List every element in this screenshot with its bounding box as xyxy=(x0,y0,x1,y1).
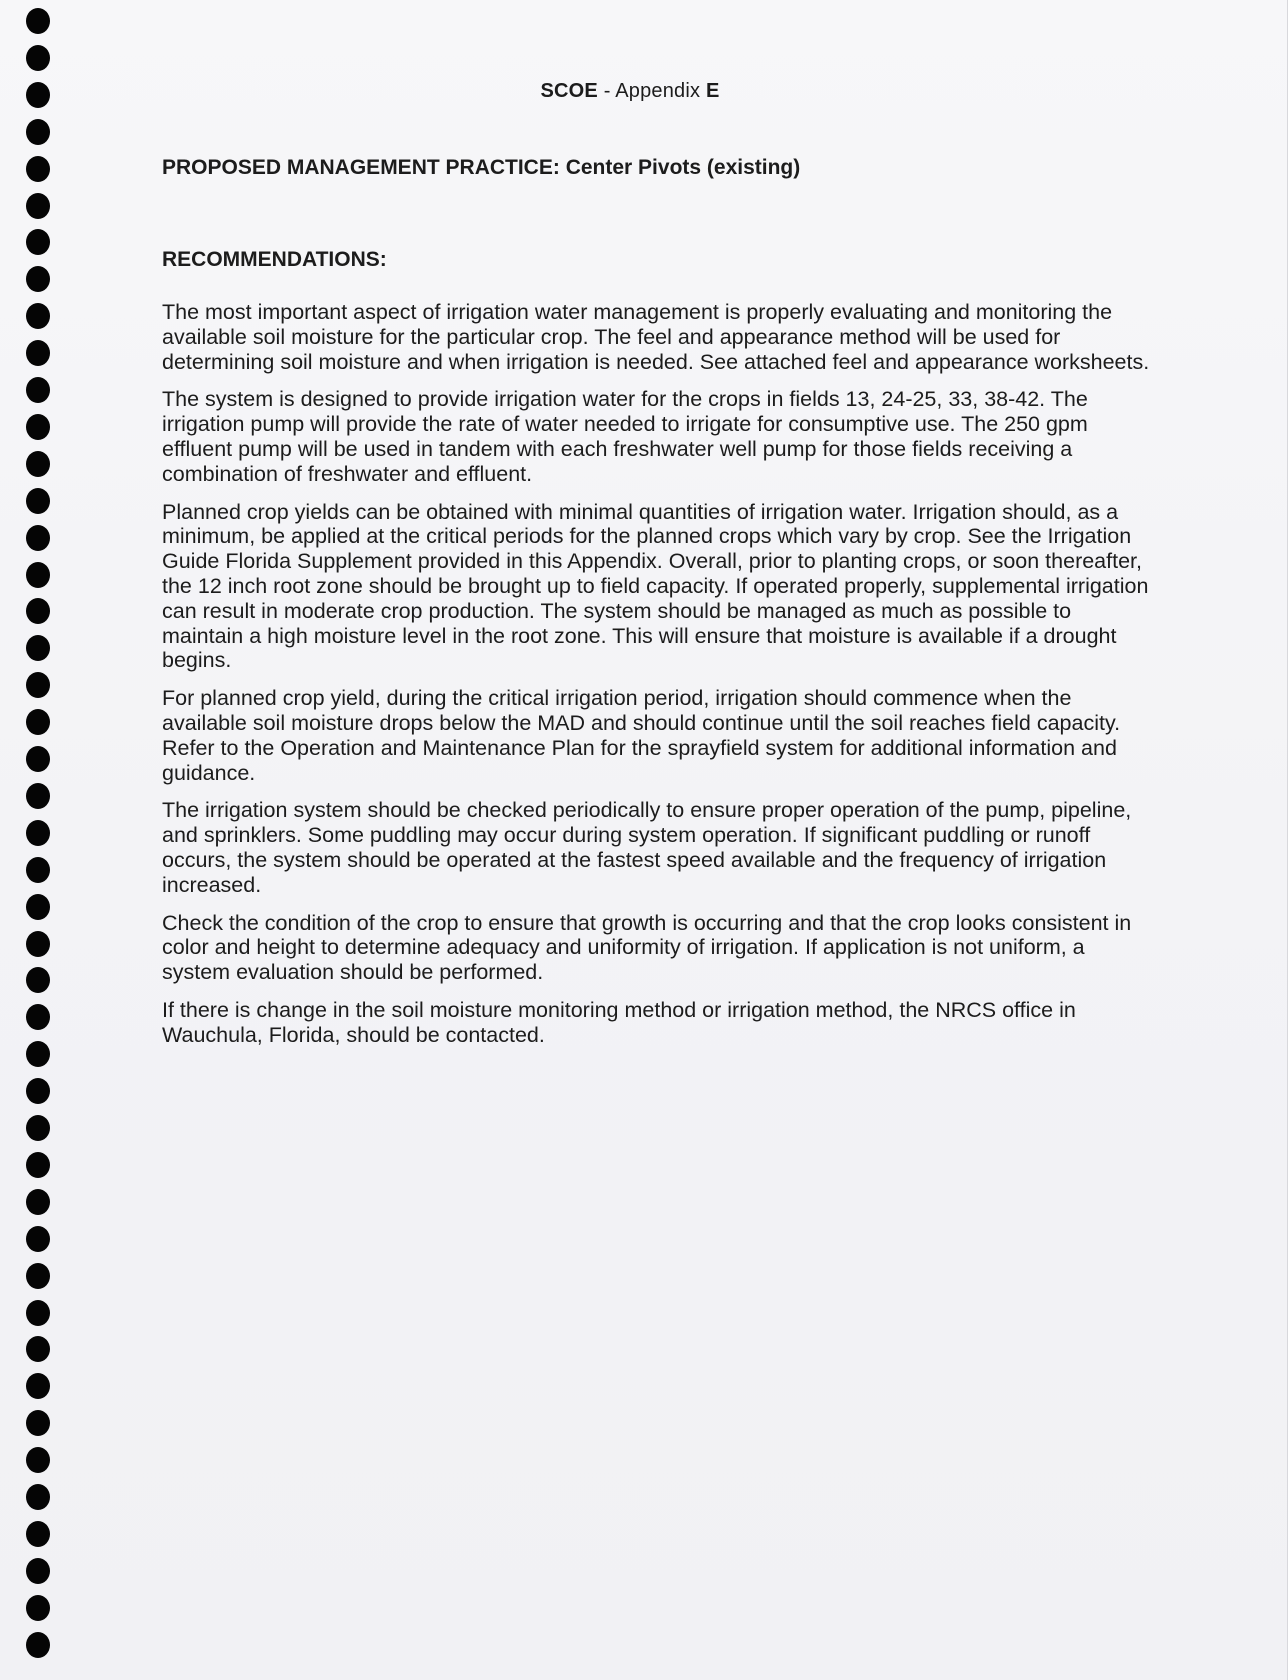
header-label: Appendix xyxy=(615,80,706,102)
header-prefix: SCOE xyxy=(540,80,598,102)
binding-hole xyxy=(26,931,50,957)
binding-hole xyxy=(26,1189,50,1215)
binding-hole xyxy=(26,1373,50,1399)
binding-hole xyxy=(26,857,50,883)
binding-hole xyxy=(26,1410,50,1436)
binding-hole xyxy=(26,1004,50,1030)
binding-hole xyxy=(26,229,50,255)
binding-hole xyxy=(26,1152,50,1178)
binding-hole xyxy=(26,340,50,366)
binding-holes xyxy=(0,0,60,1680)
binding-hole xyxy=(26,598,50,624)
binding-hole xyxy=(26,1336,50,1362)
binding-hole xyxy=(26,156,50,182)
binding-hole xyxy=(26,45,50,71)
practice-heading xyxy=(162,156,800,180)
binding-hole xyxy=(26,1078,50,1104)
binding-hole xyxy=(26,1300,50,1326)
binding-hole xyxy=(26,1041,50,1067)
paragraph-crop-yields: Planned crop yields can be obtained with minimal quantities of irrigation water. Irrigation should, as a minimum, be applied at the critical periods for the planned crops which vary by crop. See the Irrigation Guide Florida Supplement provided in this Appendix. Overall, prior to planting crops, or soon thereafter, the 12 inch root zone should be brought up to field capacity. If operated properly, supplemental irrigation can result in moderate crop production. The system should be managed as much as possible to maintain a high moisture level in the root zone. This will ensure that moisture is available if a drought begins. xyxy=(162,499,1149,673)
binding-hole xyxy=(26,377,50,403)
header-letter: E xyxy=(705,80,720,102)
paragraph-crop-condition: Check the condition of the crop to ensure that growth is occurring and that the crop looks consistent in color and height to determine adequacy and uniformity of irrigation. If application is not uniform, a system evaluation should be performed. xyxy=(162,910,1132,985)
paragraph-critical-period: For planned crop yield, during the critical irrigation period, irrigation should commence when the available soil moisture drops below the MAD and should continue until the soil reaches field capacity. Refer to the Operation and Maintenance Plan for the sprayfield system for additional information and guidance. xyxy=(162,686,1121,785)
binding-hole xyxy=(26,488,50,514)
practice-value: Center Pivots (existing) xyxy=(559,156,801,179)
binding-hole xyxy=(26,967,50,993)
binding-hole xyxy=(26,119,50,145)
binding-hole xyxy=(26,746,50,772)
page-header xyxy=(0,80,1260,103)
binding-hole xyxy=(26,1447,50,1473)
binding-hole xyxy=(26,1521,50,1547)
binding-hole xyxy=(26,414,50,440)
binding-hole xyxy=(26,672,50,698)
binding-hole xyxy=(26,635,50,661)
binding-hole xyxy=(26,1558,50,1584)
recommendations-heading: RECOMMENDATIONS: xyxy=(162,248,387,271)
binding-hole xyxy=(26,562,50,588)
binding-hole xyxy=(26,1115,50,1141)
binding-hole xyxy=(26,8,50,34)
binding-hole xyxy=(26,193,50,219)
binding-hole xyxy=(26,1632,50,1658)
binding-hole xyxy=(26,894,50,920)
recommendations-body xyxy=(162,300,1152,1061)
practice-label: PROPOSED MANAGEMENT PRACTICE: xyxy=(162,156,560,179)
binding-hole xyxy=(26,1263,50,1289)
binding-hole xyxy=(26,303,50,329)
binding-hole xyxy=(26,266,50,292)
binding-hole xyxy=(26,451,50,477)
paragraph-contact: If there is change in the soil moisture monitoring method or irrigation method, the NRCS office in Wauchula, Florida, should be contacted. xyxy=(162,997,1076,1047)
paragraph-system-design: The system is designed to provide irrigation water for the crops in fields 13, 24-25, 33, 38-42. The irrigation pump will provide the rate of water needed to irrigate for consumptive use. The 250 gpm effluent pump will be used in tandem with each freshwater well pump for those fields receiving a combination of freshwater and effluent. xyxy=(162,387,1088,486)
binding-hole xyxy=(26,820,50,846)
binding-hole xyxy=(26,1484,50,1510)
binding-hole xyxy=(26,709,50,735)
header-separator: - xyxy=(597,80,616,102)
binding-hole xyxy=(26,1595,50,1621)
paragraph-monitoring: The most important aspect of irrigation water management is properly evaluating and monitoring the available soil moisture for the particular crop. The feel and appearance method will be used for determining soil moisture and when irrigation is needed. See attached feel and appearance worksheets. xyxy=(162,300,1150,374)
binding-hole xyxy=(26,1226,50,1252)
binding-hole xyxy=(26,525,50,551)
binding-hole xyxy=(26,783,50,809)
paragraph-system-check: The irrigation system should be checked periodically to ensure proper operation of the pump, pipeline, and sprinklers. Some puddling may occur during system operation. If significant puddling or runoff occurs, the system should be operated at the fastest speed available and the frequency of irrigation increased. xyxy=(162,798,1132,897)
